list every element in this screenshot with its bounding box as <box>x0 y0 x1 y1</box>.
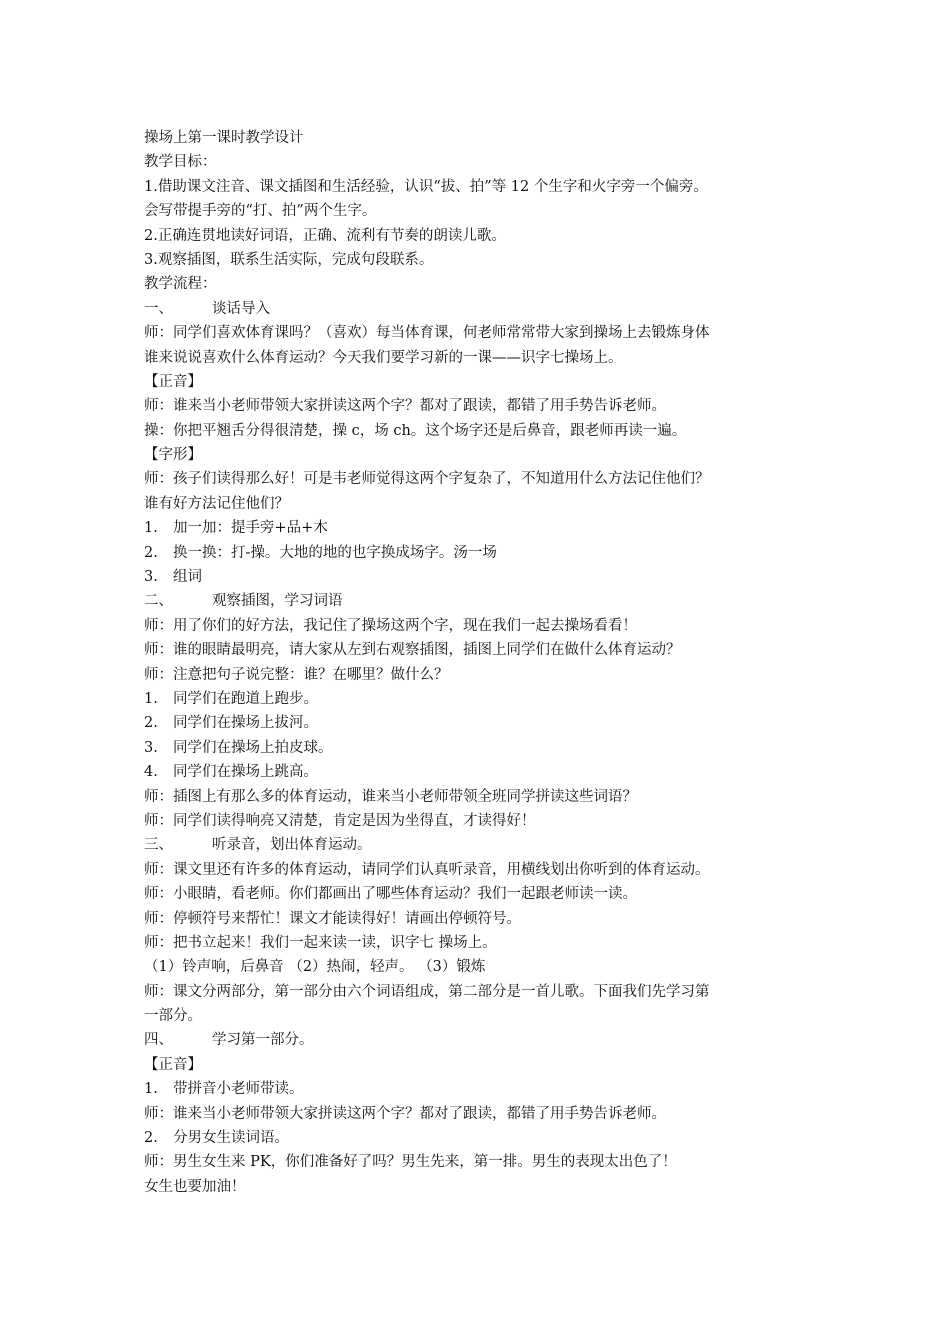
list-item <box>144 760 834 784</box>
paragraph: 师：男生女生来 PK，你们准备好了吗？男生先来，第一排。男生的表现太出色了！ <box>144 1154 677 1171</box>
section-title: 观察插图，学习词语 <box>212 593 343 610</box>
section-number: 四、 <box>144 1032 173 1049</box>
list-number: 2. <box>144 1130 158 1147</box>
list-item <box>144 736 834 760</box>
list-text: 同学们在跑道上跑步。 <box>173 690 318 707</box>
paragraph: 师：插图上有那么多的体育运动，谁来当小老师带领全班同学拼读这些词语？ <box>144 788 637 805</box>
doc-title: 操场上第一课时教学设计 <box>144 130 304 146</box>
paragraph: 师：用了你们的好方法，我记住了操场这两个字，现在我们一起去操场看看！ <box>144 617 637 634</box>
document-body <box>144 126 834 1199</box>
section-title: 听录音，划出体育运动。 <box>212 837 372 854</box>
section-heading-3 <box>144 833 834 857</box>
section-number: 一、 <box>144 300 173 317</box>
paragraph: 师：谁来当小老师带领大家拼读这两个字？都对了跟读，都错了用手势告诉老师。 <box>144 398 666 415</box>
section-number: 二、 <box>144 593 173 610</box>
paragraph: 女生也要加油！ <box>144 1178 246 1195</box>
list-item <box>144 565 834 589</box>
paragraph: （1）铃声响，后鼻音 （2）热闹，轻声。 （3）锻炼 <box>144 959 486 976</box>
goal-3: 3.观察插图，联系生活实际，完成句段联系。 <box>144 251 434 268</box>
goals-heading: 教学目标： <box>144 154 217 171</box>
list-text: 同学们在操场上跳高。 <box>173 764 318 781</box>
paragraph: 师：同学们喜欢体育课吗？（喜欢）每当体育课，何老师常常带大家到操场上去锻炼身体 <box>144 325 710 342</box>
section-heading-1 <box>144 297 834 321</box>
list-number: 3. <box>144 569 158 586</box>
paragraph: 师：孩子们读得那么好！可是韦老师觉得这两个字复杂了，不知道用什么方法记住他们？ <box>144 471 710 488</box>
list-item <box>144 516 834 540</box>
section-number: 三、 <box>144 837 173 854</box>
list-number: 4. <box>144 764 158 781</box>
paragraph: 师：谁来当小老师带领大家拼读这两个字？都对了跟读，都错了用手势告诉老师。 <box>144 1105 666 1122</box>
paragraph: 师：谁的眼睛最明亮，请大家从左到右观察插图，插图上同学们在做什么体育运动？ <box>144 642 681 659</box>
paragraph: 谁来说说喜欢什么体育运动？今天我们要学习新的一课——识字七操场上。 <box>144 349 623 366</box>
section-title: 谈话导入 <box>212 300 270 317</box>
list-text: 带拼音小老师带读。 <box>173 1081 304 1098</box>
goal-1-line-2: 会写带提手旁的“打、拍”两个生字。 <box>144 203 377 220</box>
paragraph: 一部分。 <box>144 1008 202 1025</box>
list-item <box>144 1126 834 1150</box>
goal-2: 2.正确连贯地读好词语，正确、流利有节奏的朗读儿歌。 <box>144 227 506 244</box>
section-heading-4 <box>144 1028 834 1052</box>
paragraph: 师：把书立起来！我们一起来读一读，识字七 操场上。 <box>144 934 497 951</box>
process-heading: 教学流程： <box>144 276 217 293</box>
list-number: 2. <box>144 544 158 561</box>
paragraph: 操：你把平翘舌分得很清楚，操 c，场 ch。这个场字还是后鼻音，跟老师再读一遍。 <box>144 422 687 439</box>
paragraph: 师：课文里还有许多的体育运动，请同学们认真听录音，用横线划出你听到的体育运动。 <box>144 861 710 878</box>
list-text: 同学们在操场上拔河。 <box>173 715 318 732</box>
paragraph: 师：课文分两部分，第一部分由六个词语组成，第二部分是一首儿歌。下面我们先学习第 <box>144 983 710 1000</box>
section-title: 学习第一部分。 <box>212 1032 314 1049</box>
paragraph: 谁有好方法记住他们？ <box>144 495 289 512</box>
list-item <box>144 541 834 565</box>
subheading-zhengyin: 【正音】 <box>144 1056 202 1073</box>
goal-1-line-1: 1.借助课文注音、课文插图和生活经验，认识“拔、拍”等 12 个生字和火字旁一个偏旁。 <box>144 178 708 195</box>
list-text: 组词 <box>173 569 202 586</box>
subheading-zhengyin: 【正音】 <box>144 373 202 390</box>
list-text: 分男女生读词语。 <box>173 1130 289 1147</box>
paragraph: 师：注意把句子说完整：谁？在哪里？做什么？ <box>144 666 449 683</box>
section-heading-2 <box>144 589 834 613</box>
paragraph: 师：小眼睛，看老师。你们都画出了哪些体育运动？我们一起跟老师读一读。 <box>144 886 637 903</box>
list-number: 1. <box>144 690 158 707</box>
list-number: 3. <box>144 739 158 756</box>
paragraph: 师：停顿符号来帮忙！课文才能读得好！请画出停顿符号。 <box>144 910 521 927</box>
list-item <box>144 1077 834 1101</box>
paragraph: 师：同学们读得响亮又清楚，肯定是因为坐得直，才读得好！ <box>144 812 536 829</box>
list-text: 加一加：提手旁+品+木 <box>173 520 328 537</box>
list-item <box>144 711 834 735</box>
list-text: 同学们在操场上拍皮球。 <box>173 739 333 756</box>
list-item <box>144 687 834 711</box>
list-text: 换一换：打-操。大地的地的也字换成场字。汤一场 <box>173 544 497 561</box>
list-number: 1. <box>144 520 158 537</box>
list-number: 2. <box>144 715 158 732</box>
subheading-zixing: 【字形】 <box>144 447 202 464</box>
list-number: 1. <box>144 1081 158 1098</box>
